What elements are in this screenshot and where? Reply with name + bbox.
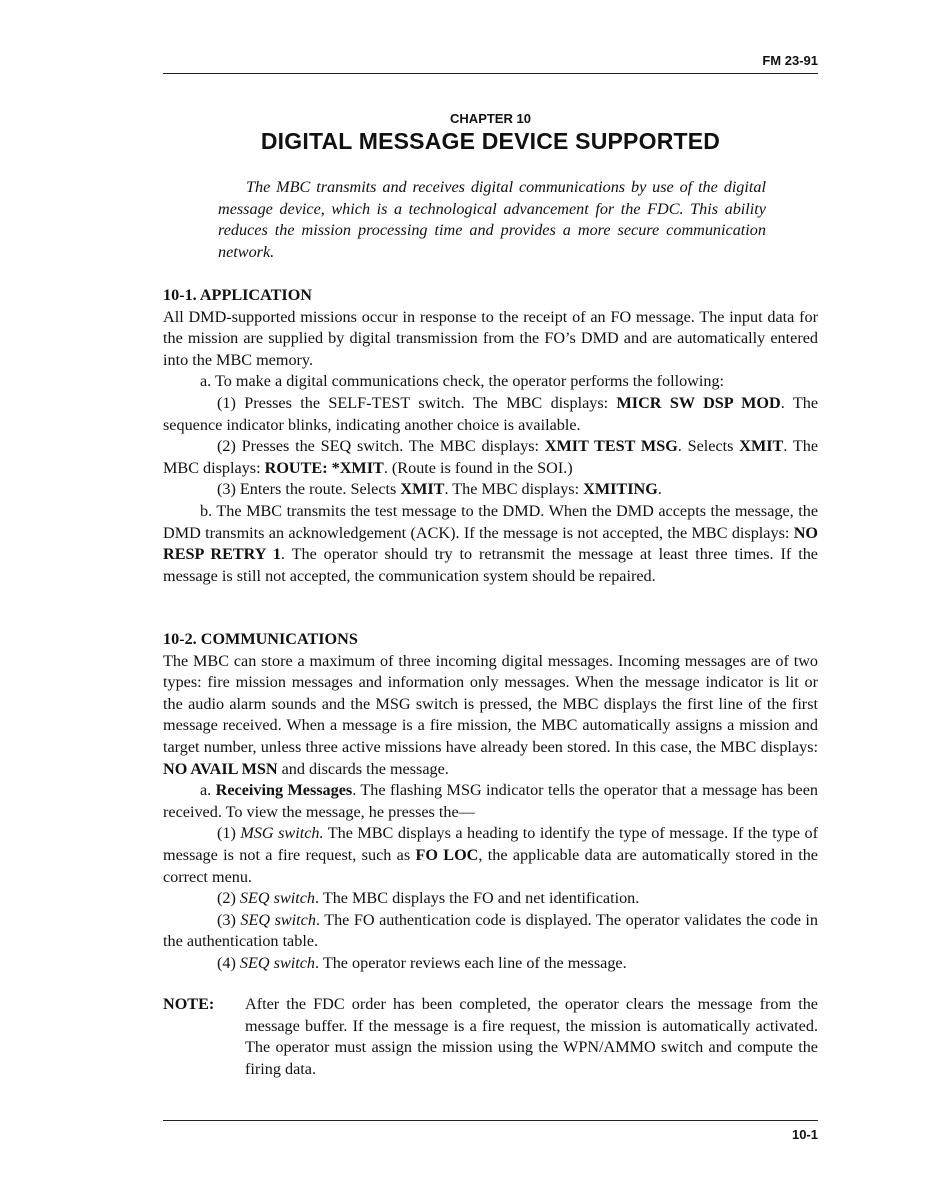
step-2: (2) Presses the SEQ switch. The MBC displays: XMIT TEST MSG. Selects XMIT. The MBC displays: ROUTE: *XMIT. (Route is found in the SOI.) bbox=[163, 437, 819, 477]
paragraph: The MBC can store a maximum of three incoming digital messages. Incoming messages are of two types: fire mission messages and information only messages. When the message indicator is lit or the audio alarm sounds and the MSG switch is pressed, the MBC displays the first line of the first message received. When a message is a fire mission, the MBC automatically assigns a mission and target number, unless three active missions have already been stored. In this case, the MBC displays: NO AVAIL MSN and discards the message. bbox=[163, 651, 818, 778]
note-label: NOTE: bbox=[163, 995, 215, 1013]
display-text: NO RESP RETRY 1 bbox=[163, 523, 818, 564]
section-heading: 10-1. APPLICATION bbox=[163, 286, 312, 304]
manual-id: FM 23-91 bbox=[762, 53, 818, 68]
display-text: NO AVAIL MSN bbox=[163, 759, 278, 778]
paragraph-b: b. The MBC transmits the test message to the DMD. When the DMD accepts the message, the DMD transmits an acknowledgement (ACK). If the message is not accepted, the MBC displays: NO RESP RETRY 1. The operator should try to retransmit the message at least three times. If the message is still not accepted, the communication system should be repaired. bbox=[163, 501, 818, 585]
note-block bbox=[163, 994, 818, 1080]
step-4: (4) SEQ switch. The operator reviews each line of the message. bbox=[217, 953, 627, 972]
chapter-title: DIGITAL MESSAGE DEVICE SUPPORTED bbox=[260, 128, 721, 154]
subheading: Receiving Messages bbox=[215, 781, 353, 800]
page-number: 10-1 bbox=[791, 1127, 818, 1142]
display-text: XMITING bbox=[583, 480, 658, 499]
display-text: MICR SW DSP MOD bbox=[616, 393, 781, 412]
section-application bbox=[163, 285, 818, 587]
step-1: (1) Presses the SELF-TEST switch. The MBC displays: MICR SW DSP MOD. The sequence indicator blinks, indicating another choice is available. bbox=[163, 393, 819, 434]
step-3: (3) SEQ switch. The FO authentication code is displayed. The operator validates the code in the authentication table. bbox=[163, 910, 819, 951]
section-communications bbox=[163, 629, 818, 975]
display-text: ROUTE: *XMIT bbox=[264, 458, 384, 477]
note-text: After the FDC order has been completed, the operator clears the message from the message buffer. If the message is a fire request, the mission is automatically activated. The operator must assign the mission using the WPN/AMMO switch and compute the firing data. bbox=[245, 995, 818, 1078]
step-1: (1) MSG switch. The MBC displays a heading to identify the type of message. If the type of message is not a fire request, such as FO LOC, the applicable data are automatically stored in the correct menu. bbox=[163, 824, 818, 886]
step-2: (2) SEQ switch. The MBC displays the FO and net identification. bbox=[217, 889, 640, 908]
step-3: (3) Enters the route. Selects XMIT. The MBC displays: XMITING. bbox=[217, 480, 662, 499]
paragraph-a: a. To make a digital communications check, the operator performs the following: bbox=[200, 372, 725, 391]
section-heading: 10-2. COMMUNICATIONS bbox=[163, 630, 358, 648]
display-text: XMIT TEST MSG bbox=[544, 437, 678, 456]
header-rule bbox=[163, 73, 818, 74]
chapter-intro: The MBC transmits and receives digital communications by use of the digital message device, which is a technological advancement for the FDC. This ability reduces the mission processing time and provides a more secure communication network. bbox=[218, 178, 766, 261]
footer-rule bbox=[163, 1120, 818, 1121]
paragraph-a: a. Receiving Messages. The flashing MSG indicator tells the operator that a message has been received. To view the message, he presses the— bbox=[163, 781, 818, 821]
paragraph: All DMD-supported missions occur in response to the receipt of an FO message. The input data for the mission are supplied by digital transmission from the FO’s DMD and are automatically entered into the MBC memory. bbox=[163, 307, 818, 369]
display-text: FO LOC bbox=[415, 845, 479, 864]
chapter-label: CHAPTER 10 bbox=[450, 111, 531, 126]
